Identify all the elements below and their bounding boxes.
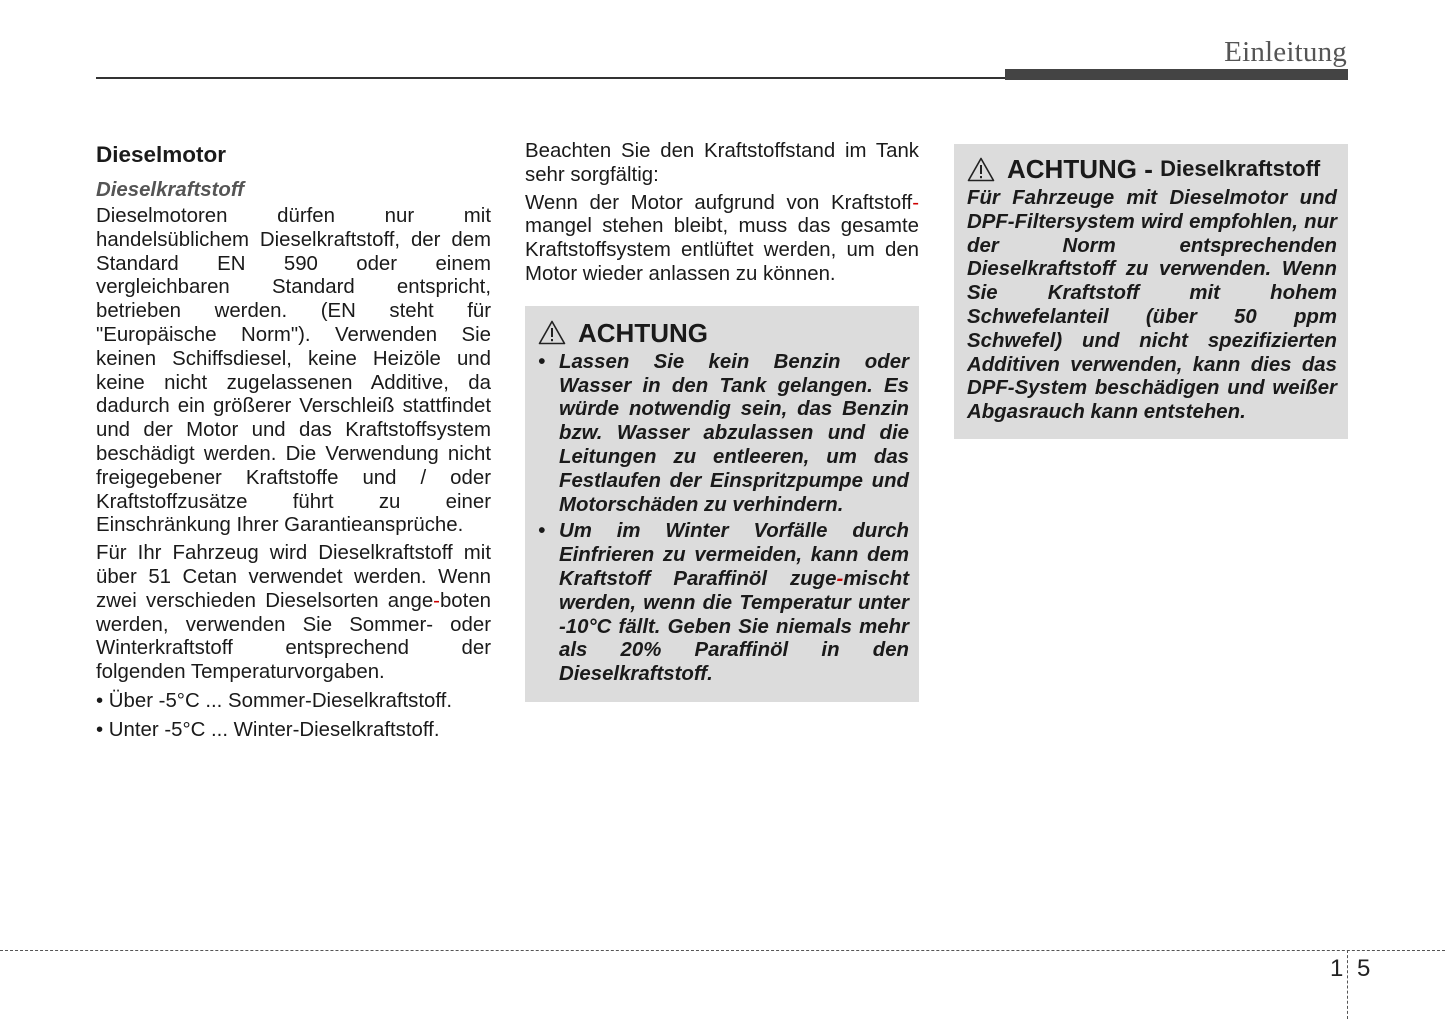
subsection-title: Dieselkraftstoff [96,179,245,201]
warning-title [538,316,909,350]
footer-divider [0,950,1445,951]
header-bar [1005,69,1348,80]
warning-box-dieselkraftstoff [954,144,1348,439]
paragraph-fuel-shortage-part-a: Wenn der Motor aufgrund von Kraftstoff [525,191,913,214]
column-2 [525,140,919,702]
header-title: Einleitung [1224,36,1347,68]
warning-list [538,351,909,687]
warning-item-text-part-a: Um im Winter Vorfälle durch Einfrieren zu vermeiden, kann dem Kraftstoff Paraffinöl zuge [559,520,909,590]
paragraph-fuel-level: Beachten Sie den Kraftstoffstand im Tank sehr sorgfältig: [525,140,919,186]
warning-title-text: ACHTUNG - [1007,154,1161,184]
paragraph-diesel-standard: Dieselmotoren dürfen nur mit handelsüblichem Dieselkraftstoff, der dem Standard EN 590 oder einem vergleichbaren Standard entspricht, betrieben werden. (EN steht für "Europäische Norm"). Verwenden Sie keinen Schiffsdiesel, keine Heizöle und keine nicht zugelassenen Additive, da dadurch ein größerer Verschleiß stattfindet und der Motor und das Kraftstoffsystem beschädigt werden. Die Verwendung nicht freigegebener Kraftstoffe und / oder Kraftstoffzusätze führt zu einer Einschränkung Ihrer Garantieansprüche. [96,205,491,537]
hyphen-mark: - [836,567,844,590]
paragraph-cetane-part-a: Für Ihr Fahrzeug wird Dieselkraftstoff mit über 51 Cetan verwendet werden. Wenn zwei verschieden Dieselsorten ange [96,542,491,612]
warning-title-subject: Dieselkraftstoff [1160,156,1321,181]
warning-triangle-icon [967,157,995,182]
page-number: 5 [1357,955,1371,982]
footer-page-divider [1347,950,1348,1019]
warning-title-text: ACHTUNG [578,317,708,348]
chapter-number: 1 [1330,955,1344,982]
warning-dpf-text: Für Fahrzeuge mit Dieselmotor und DPF-Filtersystem wird empfohlen, nur der Norm entsprechenden Dieselkraftstoff zu verwenden. Wenn Sie Kraftstoff mit hohem Schwefelanteil (über 50 ppm Schwefel) und nicht spezifizierten Additiven verwenden, kann dies das DPF-System beschädigen und weißer Abgasrauch kann entstehen. [967,187,1337,424]
bullet-summer-diesel: • Über -5°C ... Sommer-Dieselkraftstoff. [96,689,452,712]
warning-item-text: Lassen Sie kein Benzin oder Wasser in den Tank gelangen. Es würde notwendig sein, das Benzin bzw. Wasser abzulassen und die Leitungen zu entleeren, um das Festlaufen der Einspritzpumpe und Motorschäden zu verhindern. [559,350,909,516]
column-3 [954,140,1348,439]
hyphen-mark: - [433,589,440,612]
paragraph-fuel-shortage [525,192,919,287]
paragraph-cetane [96,542,491,685]
warning-box-achtung [525,306,919,702]
column-1 [96,140,491,747]
bullet-dot: • [538,350,546,373]
warning-title [967,152,1337,186]
warning-triangle-icon [538,320,566,345]
hyphen-mark: - [912,191,919,214]
warning-item-no-petrol [538,351,909,518]
header-rule [96,77,1006,79]
paragraph-fuel-shortage-part-b: mangel stehen bleibt, muss das gesamte Kraftstoffsystem entlüftet werden, um den Motor wieder anlassen zu können. [525,215,919,285]
warning-item-text-part-b: mischt werden, wenn die Temperatur unter -10°C fällt. Geben Sie niemals mehr als 20% Paraffinöl in den Dieselkraftstoff. [559,567,909,686]
warning-item-paraffin [538,520,909,687]
bullet-winter-diesel: • Unter -5°C ... Winter-Dieselkraftstoff. [96,718,440,741]
section-title: Dieselmotor [96,142,227,167]
bullet-dot: • [538,520,546,543]
paragraph-cetane-part-b: boten werden, verwenden Sie Sommer- oder Winterkraftstoff entsprechend der folgenden Temperaturvorgaben. [96,589,491,684]
